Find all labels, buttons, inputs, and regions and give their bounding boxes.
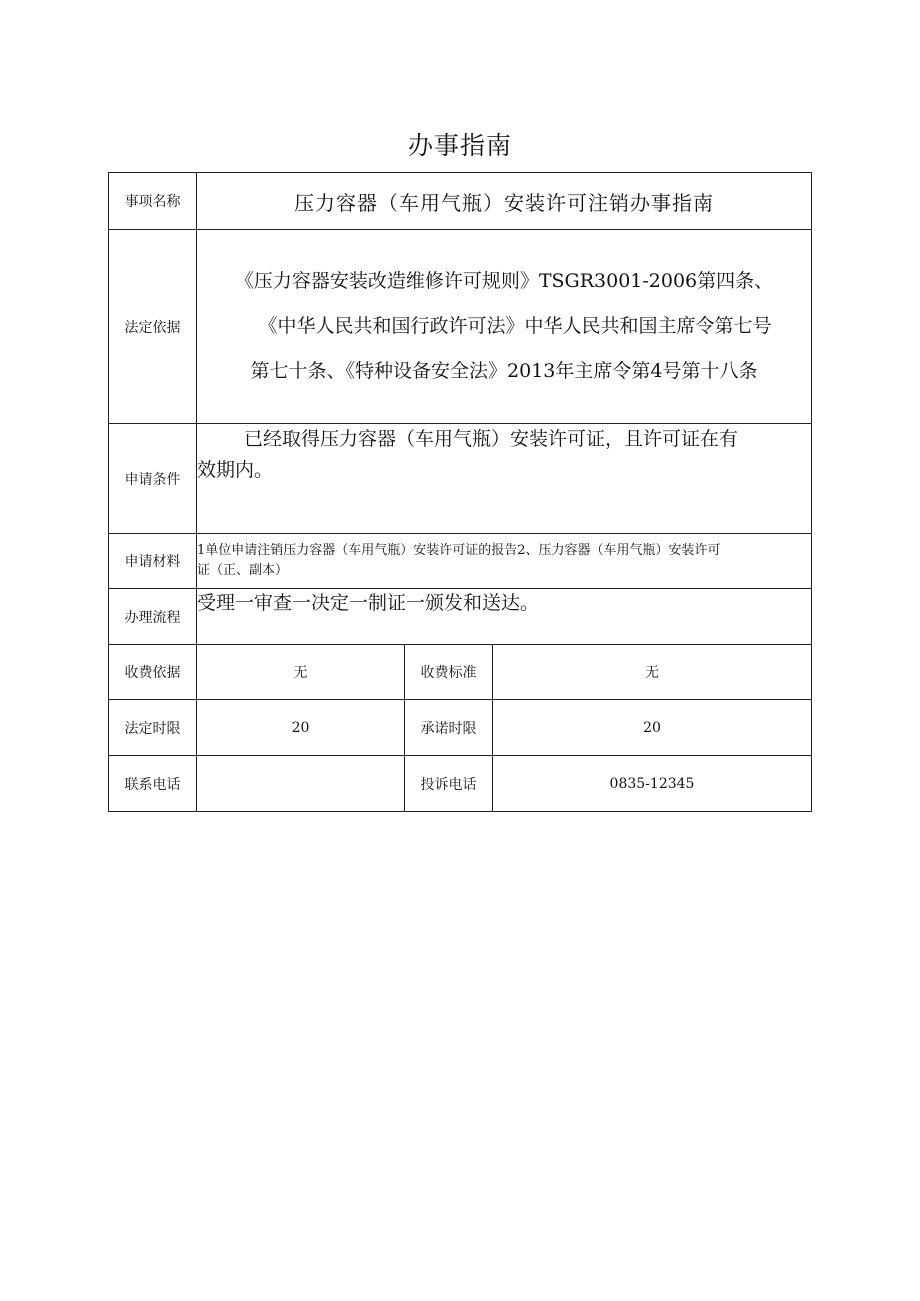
page-title: 办事指南 [407,131,512,160]
conditions-line-1: 已经取得压力容器（车用气瓶）安装许可证，且许可证在有 [244,428,739,450]
row-process [109,589,812,645]
row-legal-basis [109,230,812,424]
fee-basis-label: 收费依据 [109,645,197,700]
contact-phone-label: 联系电话 [109,756,197,812]
fee-standard-label: 收费标准 [405,645,493,700]
legal-basis-value [197,230,812,424]
guide-table [108,172,812,812]
process-label: 办理流程 [109,589,197,645]
materials-line-2: 证（正、副本） [197,563,289,578]
legal-basis-line-1: 《压力容器安装改造维修许可规则》TSGR3001-2006第四条、 [234,270,774,292]
materials-line-1: 1单位申请注销压力容器（车用气瓶）安装许可证的报告2、压力容器（车用气瓶）安装许可 [197,543,721,558]
complaint-phone-label: 投诉电话 [405,756,493,812]
contact-phone-value [197,756,405,812]
row-time-limit [109,700,812,756]
fee-standard-value: 无 [493,645,812,700]
row-conditions [109,424,812,534]
row-item-name [109,173,812,230]
item-name-label: 事项名称 [109,173,197,230]
legal-basis-line-3: 第七十条、《特种设备安全法》2013年主席令第4号第十八条 [250,360,758,382]
materials-label: 申请材料 [109,534,197,589]
row-phone [109,756,812,812]
legal-basis-label: 法定依据 [109,230,197,424]
item-name-value: 压力容器（车用气瓶）安装许可注销办事指南 [197,173,812,230]
process-value: 受理一审查一决定一制证一颁发和送达。 [197,589,812,645]
conditions-value [197,424,812,534]
legal-time-label: 法定时限 [109,700,197,756]
fee-basis-value: 无 [197,645,405,700]
conditions-line-2: 效期内。 [197,459,274,481]
row-fee [109,645,812,700]
complaint-phone-value: 0835-12345 [493,756,812,812]
conditions-label: 申请条件 [109,424,197,534]
promised-time-value: 20 [493,700,812,756]
row-materials [109,534,812,589]
legal-basis-line-2: 《中华人民共和国行政许可法》中华人民共和国主席令第七号 [258,315,772,337]
materials-value [197,534,812,589]
promised-time-label: 承诺时限 [405,700,493,756]
legal-time-value: 20 [197,700,405,756]
